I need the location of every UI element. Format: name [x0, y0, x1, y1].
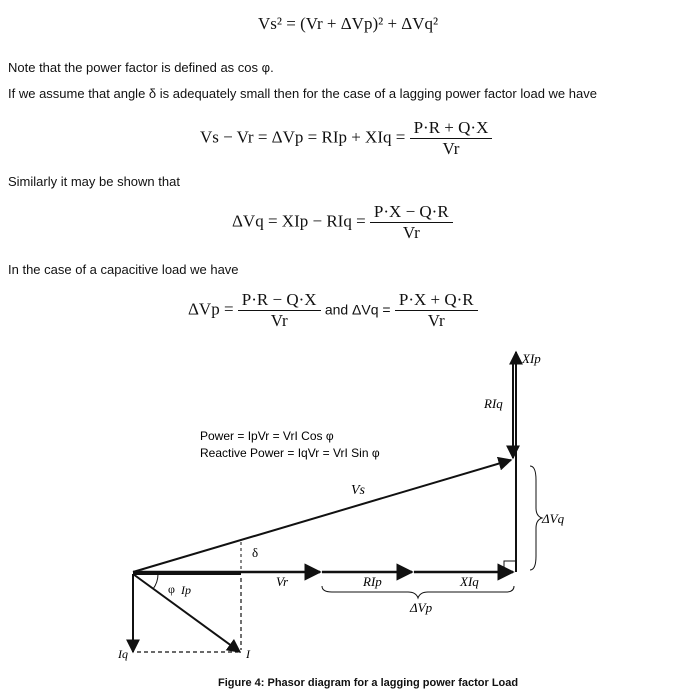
eq4-and: and ΔVq =	[324, 301, 391, 318]
power-formula: Power = IpVr = VrI Cos φ	[200, 429, 334, 443]
eq4b-numerator: P·X + Q·R	[395, 290, 478, 311]
eq3-denominator: Vr	[402, 223, 420, 242]
delta-vq-bracket	[530, 466, 542, 570]
eq4b-denominator: Vr	[427, 311, 445, 330]
ip-label: Ip	[181, 583, 191, 597]
power-factor-note: Note that the power factor is defined as cos φ.	[8, 60, 274, 75]
rip-label: RIp	[363, 574, 382, 589]
eq2-denominator: Vr	[442, 139, 460, 158]
vs-label: Vs	[351, 483, 365, 498]
right-angle-marker	[504, 561, 516, 572]
eq4a-lhs: ΔVp =	[188, 299, 234, 319]
i-label: I	[246, 647, 250, 661]
dvp-label: ΔVp	[410, 600, 433, 615]
phi-arc	[153, 574, 158, 589]
xip-label: XIp	[522, 351, 541, 366]
figure-caption: Figure 4: Phasor diagram for a lagging power factor Load	[218, 677, 519, 689]
iq-label: Iq	[118, 647, 128, 661]
reactive-power-formula: Reactive Power = IqVr = VrI Sin φ	[200, 446, 380, 460]
delta-vp-bracket	[322, 586, 514, 598]
eq4a-denominator: Vr	[270, 311, 288, 330]
vs-phasor	[133, 460, 511, 572]
eq4a-numerator: P·R − Q·X	[238, 290, 321, 311]
riq-label: RIq	[484, 396, 503, 411]
vr-label: Vr	[276, 574, 289, 589]
capacitive-text: In the case of a capacitive load we have	[8, 262, 239, 277]
eq2-lhs: Vs − Vr = ΔVp = RIp + XIq =	[200, 127, 406, 147]
xiq-label: XIq	[460, 574, 479, 589]
eq3-lhs: ΔVq = XIp − RIq =	[232, 211, 366, 231]
delta-label: δ	[252, 545, 259, 560]
small-angle-assumption: If we assume that angle δ is adequately small then for the case of a lagging power factor load we have	[8, 86, 597, 101]
dvq-label: ΔVq	[542, 511, 565, 526]
equation-voltage-squared: Vs² = (Vr + ΔVp)² + ΔVq²	[258, 14, 439, 33]
phi-label: φ	[168, 582, 175, 596]
eq2-numerator: P·R + Q·X	[410, 118, 493, 139]
similarly-text: Similarly it may be shown that	[8, 174, 180, 189]
eq3-numerator: P·X − Q·R	[370, 202, 453, 223]
